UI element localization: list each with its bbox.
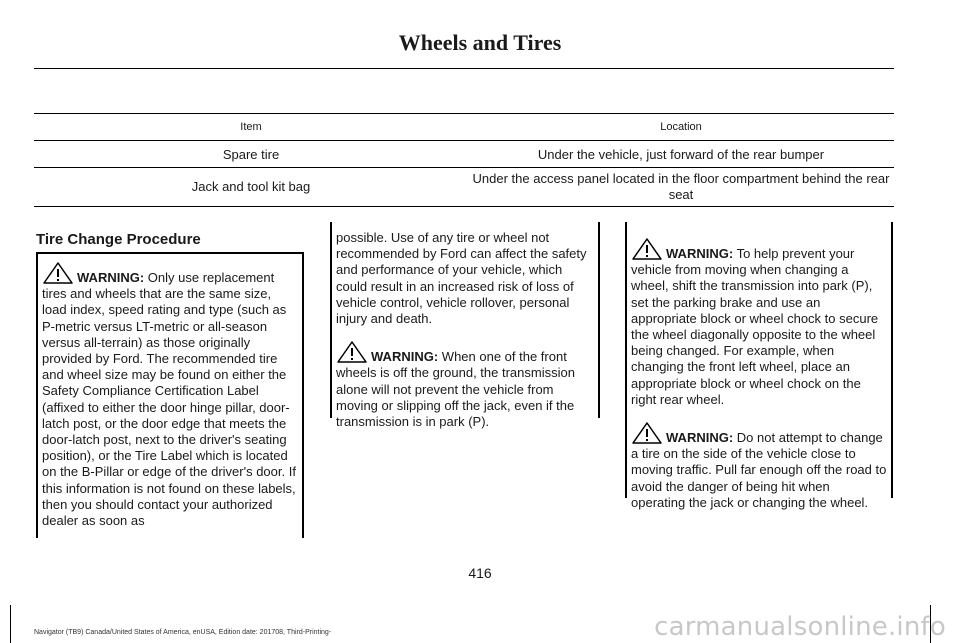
- warning-triangle-icon: [631, 422, 663, 444]
- table-row: [34, 141, 894, 168]
- warning-triangle-icon: [336, 341, 368, 363]
- warning-text: Do not attempt to change a tire on the side of the vehicle close to moving traffic. Pull far enough off the road to avoid the danger of being hit when operating the jack or changing the wheel.: [631, 430, 887, 510]
- table-cell-item: Jack and tool kit bag: [34, 168, 468, 207]
- warning-box-continued: [330, 222, 600, 430]
- warning-paragraph: [336, 341, 594, 430]
- warning-label: WARNING:: [371, 349, 439, 365]
- warning-box-replacement-tires: [36, 252, 304, 538]
- table-header-row: [34, 114, 894, 141]
- section-heading: Tire Change Procedure: [36, 231, 201, 248]
- warning-text: To help prevent your vehicle from moving when changing a wheel, shift the transmission into park (P), set the parking brake and use an appropriate block or wheel chock to secure the wheel diagonally opposite to the wheel being changed. For example, when changing the front left wheel, place an appropriate block or wheel chock on the right rear wheel.: [631, 246, 879, 407]
- watermark: carmanualsonline.info: [654, 612, 946, 642]
- table-cell-location: Under the vehicle, just forward of the rear bumper: [468, 141, 894, 168]
- warning-label: WARNING:: [666, 430, 734, 446]
- page-number: 416: [468, 565, 492, 581]
- warning-triangle-icon: [631, 238, 663, 260]
- warning-label: WARNING:: [77, 270, 145, 285]
- location-table: [34, 113, 894, 207]
- page-title: Wheels and Tires: [398, 30, 562, 55]
- warning-text: When one of the front wheels is off the ground, the transmission alone will not prevent the vehicle from moving or slipping off the jack, even if the transmission is in park (P).: [336, 349, 575, 430]
- column-header-item: Item: [34, 114, 468, 141]
- crop-mark: [10, 605, 11, 643]
- warning-text: Only use replacement tires and wheels that are the same size, load index, speed rating and type (such as P-metric versus LT-metric or all-season versus all-terrain) as those originally provided by Ford. The recommended tire and wheel size may be found on either the Safety Compliance Certification Label (affixed to either the door hinge pillar, door-latch post, or the door edge that meets the door-latch post, next to the driver's seating position), or the Tire Label which is located on the B-Pillar or edge of the driver's door. If this information is not found on these labels, then you should contact your authorized dealer as soon as: [42, 270, 296, 529]
- warning-triangle-icon: [42, 262, 74, 284]
- table-row: [34, 168, 894, 207]
- footer-edition-info: Navigator (TB9) Canada/United States of America, enUSA, Edition date: 201708, Third-Printing-: [34, 629, 332, 636]
- warning-box-parking: [625, 222, 893, 510]
- table-cell-item: Spare tire: [34, 141, 468, 168]
- table-cell-location: Under the access panel located in the floor compartment behind the rear seat: [468, 168, 894, 207]
- warning-label: WARNING:: [666, 246, 734, 261]
- warning-paragraph: [631, 238, 887, 408]
- title-divider: [34, 68, 894, 69]
- warning-paragraph: [42, 262, 298, 529]
- warning-text-continued: possible. Use of any tire or wheel not recommended by Ford can affect the safety and performance of your vehicle, which could result in an increased risk of loss of vehicle control, vehicle rollover, personal injury and death.: [336, 230, 587, 327]
- warning-paragraph: [631, 422, 887, 511]
- column-header-location: Location: [468, 114, 894, 141]
